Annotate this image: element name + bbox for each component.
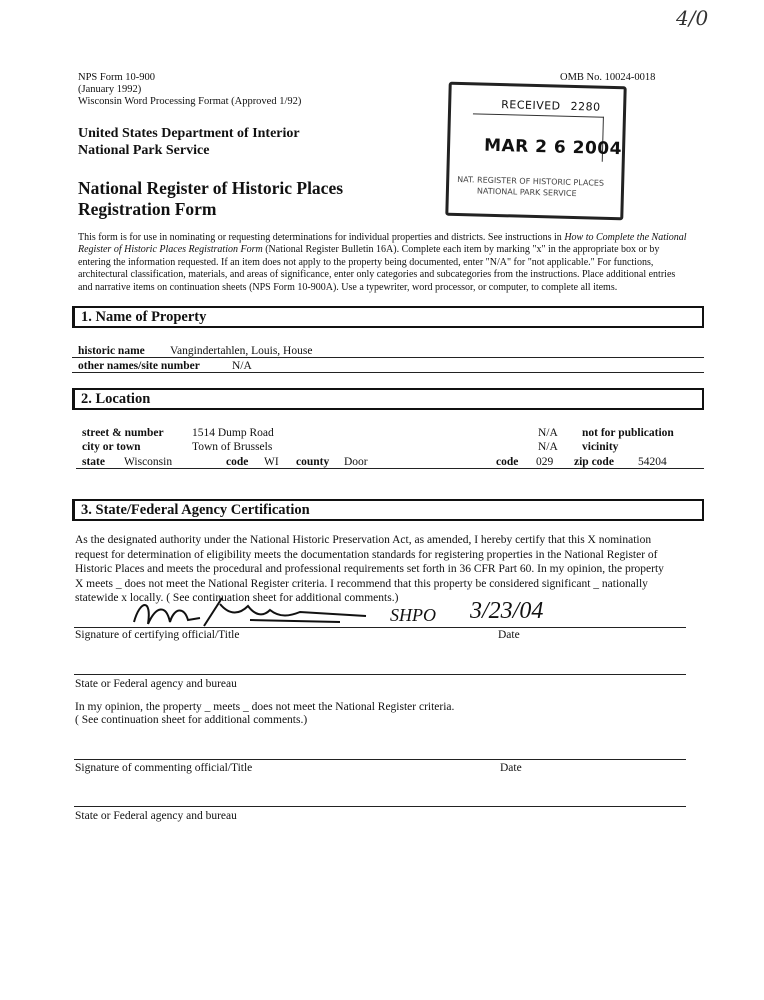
form-title-line-1: National Register of Historic Places xyxy=(78,178,344,198)
county-label: county xyxy=(296,456,330,468)
state-code-value: WI xyxy=(264,456,279,468)
street-na: N/A xyxy=(538,427,558,439)
received-stamp xyxy=(445,82,626,221)
department-line-2: National Park Service xyxy=(78,143,210,158)
department-line-1: United States Department of Interior xyxy=(78,126,300,141)
zip-label: zip code xyxy=(574,456,614,468)
omb-number: OMB No. 10024-0018 xyxy=(560,72,656,83)
certification-paragraph: As the designated authority under the National Historic Preservation Act, as amended, I hereby certify that this X nomination request for determination of eligibility meets the documentation standards for registering properties in the National Register of Historic Places and meets the procedural and professional requirements set forth in 36 CFR Part 60. In my opinion, the property X meets _ does not meet the National Register criteria. I recommend that this property be considered significant _ nationally statewide x locally. ( See continuation sheet for additional comments.) xyxy=(75,534,664,605)
format-line: Wisconsin Word Processing Format (Approved 1/92) xyxy=(78,96,302,107)
historic-name-rule xyxy=(72,357,704,358)
instructions-paragraph: This form is for use in nominating or requesting determinations for individual properties and districts. See instructions in How to Complete the National Register of Historic Places Registration Form (National Register Bulletin 16A). Complete each item by marking "x" in the appropriate box or by entering the information requested. If an item does not apply to the property being documented, enter "N/A" for "not applicable." For functions, architectural classification, materials, and areas of significance, enter only categories and subcategories from the instructions. Place additional entries and narrative items on continuation sheets (NPS Form 10-900A). Use a typewriter, word processor, or computer, to complete all items. xyxy=(78,232,687,293)
opinion-line-1: In my opinion, the property _ meets _ does not meet the National Register criteria. xyxy=(75,701,455,713)
opinion-line-2: ( See continuation sheet for additional comments.) xyxy=(75,714,308,726)
city-value: Town of Brussels xyxy=(192,441,273,453)
street-label: street & number xyxy=(82,427,164,439)
city-na: N/A xyxy=(538,441,558,453)
agency-label-2: State or Federal agency and bureau xyxy=(75,810,237,822)
not-for-publication-label: not for publication xyxy=(582,427,674,439)
signature-scribble xyxy=(130,596,370,630)
location-rule xyxy=(76,468,704,469)
stamp-received: RECEIVED xyxy=(501,98,561,113)
other-names-rule xyxy=(72,372,704,373)
section-2-header: 2. Location xyxy=(72,388,704,410)
agency-rule-2 xyxy=(74,806,686,807)
agency-rule xyxy=(74,674,686,675)
signature-label: Signature of certifying official/Title xyxy=(75,629,240,641)
stamp-number: 2280 xyxy=(570,99,601,114)
form-number: NPS Form 10-900 xyxy=(78,72,156,83)
form-title-line-2: Registration Form xyxy=(78,199,217,219)
form-date: (January 1992) xyxy=(78,84,142,95)
handwritten-page-mark: 4/0 xyxy=(676,6,709,30)
vicinity-label: vicinity xyxy=(582,441,619,453)
stamp-line-2: NATIONAL PARK SERVICE xyxy=(476,186,577,199)
comment-signature-rule xyxy=(74,759,686,760)
comment-date-label: Date xyxy=(500,762,522,774)
signature-date-label: Date xyxy=(498,629,520,641)
state-code-label: code xyxy=(226,456,249,468)
state-value: Wisconsin xyxy=(124,456,173,468)
agency-label: State or Federal agency and bureau xyxy=(75,678,237,690)
signature-title-handwriting: SHPO xyxy=(390,605,436,625)
county-code-value: 029 xyxy=(536,456,554,468)
stamp-date: MAR 2 6 2004 xyxy=(483,135,623,160)
comment-signature-label: Signature of commenting official/Title xyxy=(75,762,253,774)
section-1-header: 1. Name of Property xyxy=(72,306,704,328)
city-label: city or town xyxy=(82,441,141,453)
other-names-value: N/A xyxy=(232,360,252,372)
historic-name-value: Vangindertahlen, Louis, House xyxy=(170,345,313,357)
street-value: 1514 Dump Road xyxy=(192,427,274,439)
zip-value: 54204 xyxy=(638,456,667,468)
other-names-label: other names/site number xyxy=(78,360,200,372)
state-label: state xyxy=(82,456,105,468)
signature-date-handwriting: 3/23/04 xyxy=(470,598,544,624)
county-value: Door xyxy=(344,456,368,468)
historic-name-label: historic name xyxy=(78,345,145,357)
stamp-line-1: NAT. REGISTER OF HISTORIC PLACES xyxy=(457,174,605,188)
county-code-label: code xyxy=(496,456,519,468)
section-3-header: 3. State/Federal Agency Certification xyxy=(72,499,704,521)
